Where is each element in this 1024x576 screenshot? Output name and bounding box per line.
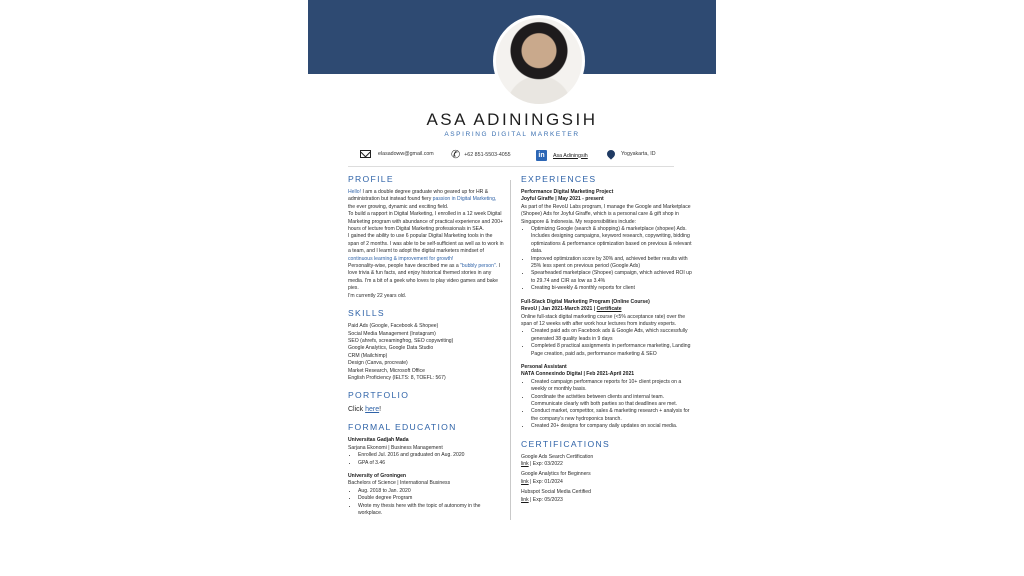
school-bullet: • Aug. 2018 to Jan. 2020 [358,488,504,495]
cert-link[interactable]: link [521,496,529,503]
profile-p3a: I gained the ability to use 6 popular Digital Marketing tools in the span of 2 months. I was able to be self-sufficient as well as to work in a team, and I learnt to adopt the digital marketers mindset of [348,233,504,255]
job-role: Personal Assistant [521,363,567,370]
skill-item: English Proficiency (IELTS: 8, TOEFL: 567) [348,374,446,381]
profile-hello: Hello! [348,189,362,195]
job-org: NATA Connexindo Digital | Feb 2021-April 2021 [521,371,635,378]
profile-p1a: I am a double degree graduate who geared up for HR & administration but instead found fiery [348,189,489,203]
header-divider [348,166,674,167]
skill-item: Paid Ads (Google, Facebook & Shopee) [348,323,439,330]
job-bullet: • Completed 8 practical assignments in performance marketing, Landing Page creation, paid ads, performance marketing & SEO [531,343,695,358]
job-role: Performance Digital Marketing Project [521,189,614,195]
profile-p1c: the ever growing, dynamic and exciting field. [348,203,449,210]
contact-email[interactable] [360,150,434,158]
profile-p1b: passion in Digital Marketing, [432,196,497,203]
job-bullet: • Conduct market, competitor, sales & marketing research + analysis for the company's new hydroponics branch. [531,408,695,423]
profile-paragraph-5: I'm currently 22 years old. [348,292,407,299]
phone-text: +62 851-5503-4055 [464,152,511,158]
job-bullet: • Created paid ads on Facebook ads & Google Ads, which successfully generated 38 quality leads in 9 days [531,328,695,343]
cert-exp: | Exp: 01/2024 [528,478,563,485]
school-bullets [348,488,504,518]
job-org-line [521,306,695,313]
school-bullets [348,452,504,467]
phone-icon: ✆ [451,149,461,161]
job-org: RevoU | Jan 2021-March 2021 | [521,306,597,313]
school-degree: Bachelors of Science | International Business [348,480,451,487]
job-desc: As part of the RevoU Labs program, I manage the Google and Marketplace (Shopee) Ads for Joyful Giraffe, which is a personal care & gift shop in Singapore & Indonesia. My responsibilities include: [521,203,691,225]
cert-name: Hubspot Social Media Certified [521,489,591,496]
cert-exp: | Exp: 05/2023 [528,496,563,503]
cert-link[interactable]: link [521,461,529,467]
skill-item: Design (Canva, procreate) [348,360,408,367]
profile-paragraph-4 [348,263,504,293]
school-bullet: • Wrote my thesis here with the topic of autonomy in the workplace. [358,503,504,518]
resume-page [308,0,716,576]
left-column [348,172,504,517]
linkedin-link[interactable]: Asa Adiningsih [553,152,588,159]
job-bullet: • Created campaign performance reports for 10+ client projects on a weekly or monthly basis. [531,379,695,394]
certifications-title: CERTIFICATIONS [521,438,611,449]
experiences-title: EXPERIENCES [521,174,597,184]
profile-p4c: I love trivia & fun facts, and enjoy historical themed stories in any media. I'm a bit of a geek who loves to play video games and bake pies. [348,263,501,292]
job-role: Full-Stack Digital Marketing Program (Online Course) [521,298,650,305]
school-name: University of Groningen [348,472,407,479]
cert-name: Google Ads Search Certification [521,453,594,460]
job-bullets [521,226,695,293]
profile-p3b: continuous learning & improvement for growth! [348,255,454,262]
cert-link[interactable]: link [521,478,529,485]
cert-line [521,497,695,504]
contact-linkedin[interactable] [536,150,588,161]
job-bullets [521,328,695,358]
cert-line [521,479,695,486]
location-pin-icon [605,148,616,159]
school-name: Universitas Gadjah Mada [348,437,409,444]
certificate-link[interactable]: Certificate [596,306,622,313]
job-bullets [521,379,695,431]
skill-item: CRM (Mailchimp) [348,352,388,359]
contact-phone[interactable] [451,150,511,160]
right-column [521,172,695,504]
resume-subtitle: ASPIRING DIGITAL MARKETER [444,131,580,138]
portfolio-link[interactable]: here [365,406,380,414]
profile-photo [493,15,585,107]
contact-location [607,150,656,158]
skills-title: SKILLS [348,308,385,319]
school-bullet: • GPA of 3.46 [358,460,504,467]
job-bullet: • Spearheaded marketplace (Shopee) campaign, which achieved ROI up to 29.74 and CIR as low as 3.4% [531,270,695,285]
column-divider [510,180,511,520]
portfolio-title: PORTFOLIO [348,390,410,401]
portfolio-end: ! [379,406,382,414]
school-bullet: • Enrolled Jul. 2016 and graduated on Aug. 2020 [358,452,504,459]
education-title: FORMAL EDUCATION [348,422,457,433]
skill-item: SEO (ahrefs, screamingfrog, SEO copywriting) [348,337,454,344]
profile-paragraph-1 [348,189,504,211]
job-bullet: • Coordinate the activities between clients and internal team. Communicate clearly with both parties so that deadlines are met. [531,394,695,409]
cert-exp: | Exp: 03/2022 [528,461,563,467]
school-degree: Sarjana Ekonomi | Business Management [348,444,443,451]
school-bullet: • Double degree Program [358,495,504,502]
profile-p4b: "bubbly person". [460,263,498,270]
job-bullet: • Creating bi-weekly & monthly reports for client [531,285,695,292]
linkedin-icon: in [536,150,547,161]
job-bullet: • Improved optimization score by 30% and, achieved better results with 25% less spent on previous period (Google Ads) [531,256,695,271]
location-text: Yogyakarta, ID [621,151,656,157]
profile-paragraph-3 [348,233,504,263]
job-bullet: • Created 20+ designs for company daily updates on social media. [531,423,695,430]
skill-item: Social Media Management (Instagram) [348,330,436,337]
envelope-icon [360,150,371,158]
job-bullet: • Optimizing Google (search & shopping) & marketplace (shopee) Ads. Includes designing campaigns, keyword research, copywriting, bidding optimizations & performance optimization based on previous & relevant data. [531,226,695,256]
job-org: Joyful Giraffe | May 2021 - present [521,196,604,203]
profile-title: PROFILE [348,174,394,184]
resume-name: ASA ADININGSIH [426,110,598,129]
portfolio-text: Click [348,406,366,414]
skill-item: Market Research, Microsoft Office [348,367,425,374]
portfolio-line [348,405,504,414]
profile-p4a: Personality-wise, people have described me as a [348,263,461,270]
cert-name: Google Analytics for Beginners [521,471,591,478]
skill-item: Google Analytics, Google Data Studio [348,345,434,352]
cert-line [521,461,695,468]
profile-paragraph-2: To build a rapport in Digital Marketing, I enrolled in a 12 week Digital Marketing program with abundance of practical experience and 200+ hours of lecture from Digital Marketing professionals in SEA. [348,211,504,233]
email-text: elasadoww@gmail.com [378,151,434,157]
job-desc: Online full-stack digital marketing course (<5% acceptance rate) over the span of 12 weeks with after work hour lectures from industry experts. [521,313,686,327]
